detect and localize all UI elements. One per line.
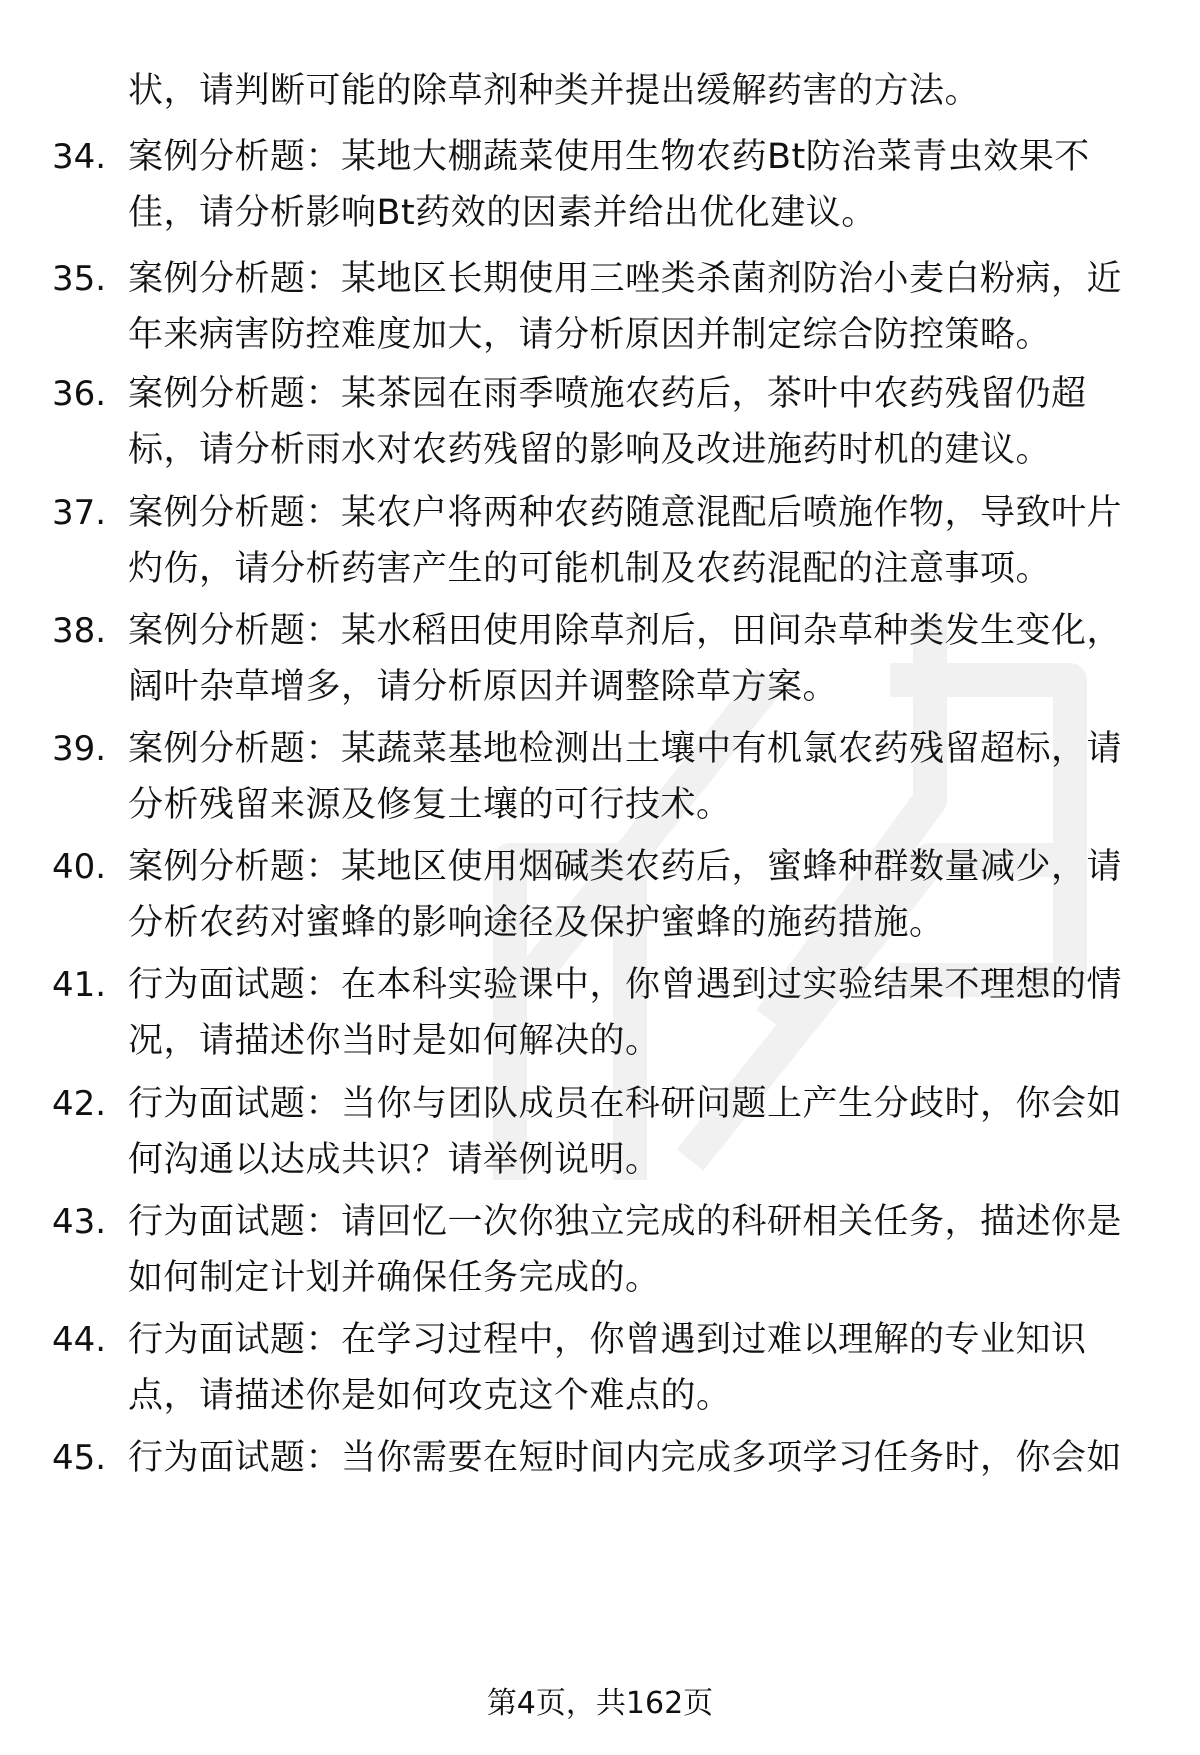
question-text: 案例分析题：某地区长期使用三唑类杀菌剂防治小麦白粉病，近年来病害防控难度加大，请分析原因并制定综合防控策略。 [128,259,1123,355]
question-number: 42. [52,1084,107,1124]
question-text: 案例分析题：某地区使用烟碱类农药后，蜜蜂种群数量减少，请分析农药对蜜蜂的影响途径及保护蜜蜂的施药措施。 [128,847,1123,943]
question-number: 44. [52,1320,107,1360]
question-text: 案例分析题：某地大棚蔬菜使用生物农药Bt防治菜青虫效果不佳，请分析影响Bt药效的因素并给出优化建议。 [128,137,1090,233]
question-text: 行为面试题：在本科实验课中，你曾遇到过实验结果不理想的情况，请描述你当时是如何解决的。 [128,965,1123,1061]
question-text: 案例分析题：某茶园在雨季喷施农药后，茶叶中农药残留仍超标，请分析雨水对农药残留的影响及改进施药时机的建议。 [128,374,1087,470]
question-number: 39. [52,729,107,769]
question-number: 34. [52,137,107,177]
question-number: 41. [52,965,107,1005]
question-number: 38. [52,611,107,651]
question-text: 行为面试题：当你与团队成员在科研问题上产生分歧时，你会如何沟通以达成共识？请举例说明。 [128,1084,1123,1180]
question-number: 37. [52,493,107,533]
question-text: 案例分析题：某水稻田使用除草剂后，田间杂草种类发生变化，阔叶杂草增多，请分析原因并调整除草方案。 [128,611,1123,707]
question-number: 36. [52,374,107,414]
question-number: 45. [52,1438,107,1478]
question-text: 行为面试题：在学习过程中，你曾遇到过难以理解的专业知识点，请描述你是如何攻克这个难点的。 [128,1320,1087,1416]
question-number: 40. [52,847,107,887]
continuation-text: 状，请判断可能的除草剂种类并提出缓解药害的方法。 [128,71,981,111]
page-footer: 第4页，共162页 [486,1686,714,1721]
question-text: 案例分析题：某蔬菜基地检测出土壤中有机氯农药残留超标，请分析残留来源及修复土壤的可行技术。 [128,729,1123,825]
question-number: 43. [52,1202,107,1242]
question-text: 案例分析题：某农户将两种农药随意混配后喷施作物，导致叶片灼伤，请分析药害产生的可能机制及农药混配的注意事项。 [128,493,1123,589]
question-text: 行为面试题：请回忆一次你独立完成的科研相关任务，描述你是如何制定计划并确保任务完成的。 [128,1202,1123,1298]
question-number: 35. [52,259,107,299]
question-text: 行为面试题：当你需要在短时间内完成多项学习任务时，你会如 [128,1438,1123,1478]
